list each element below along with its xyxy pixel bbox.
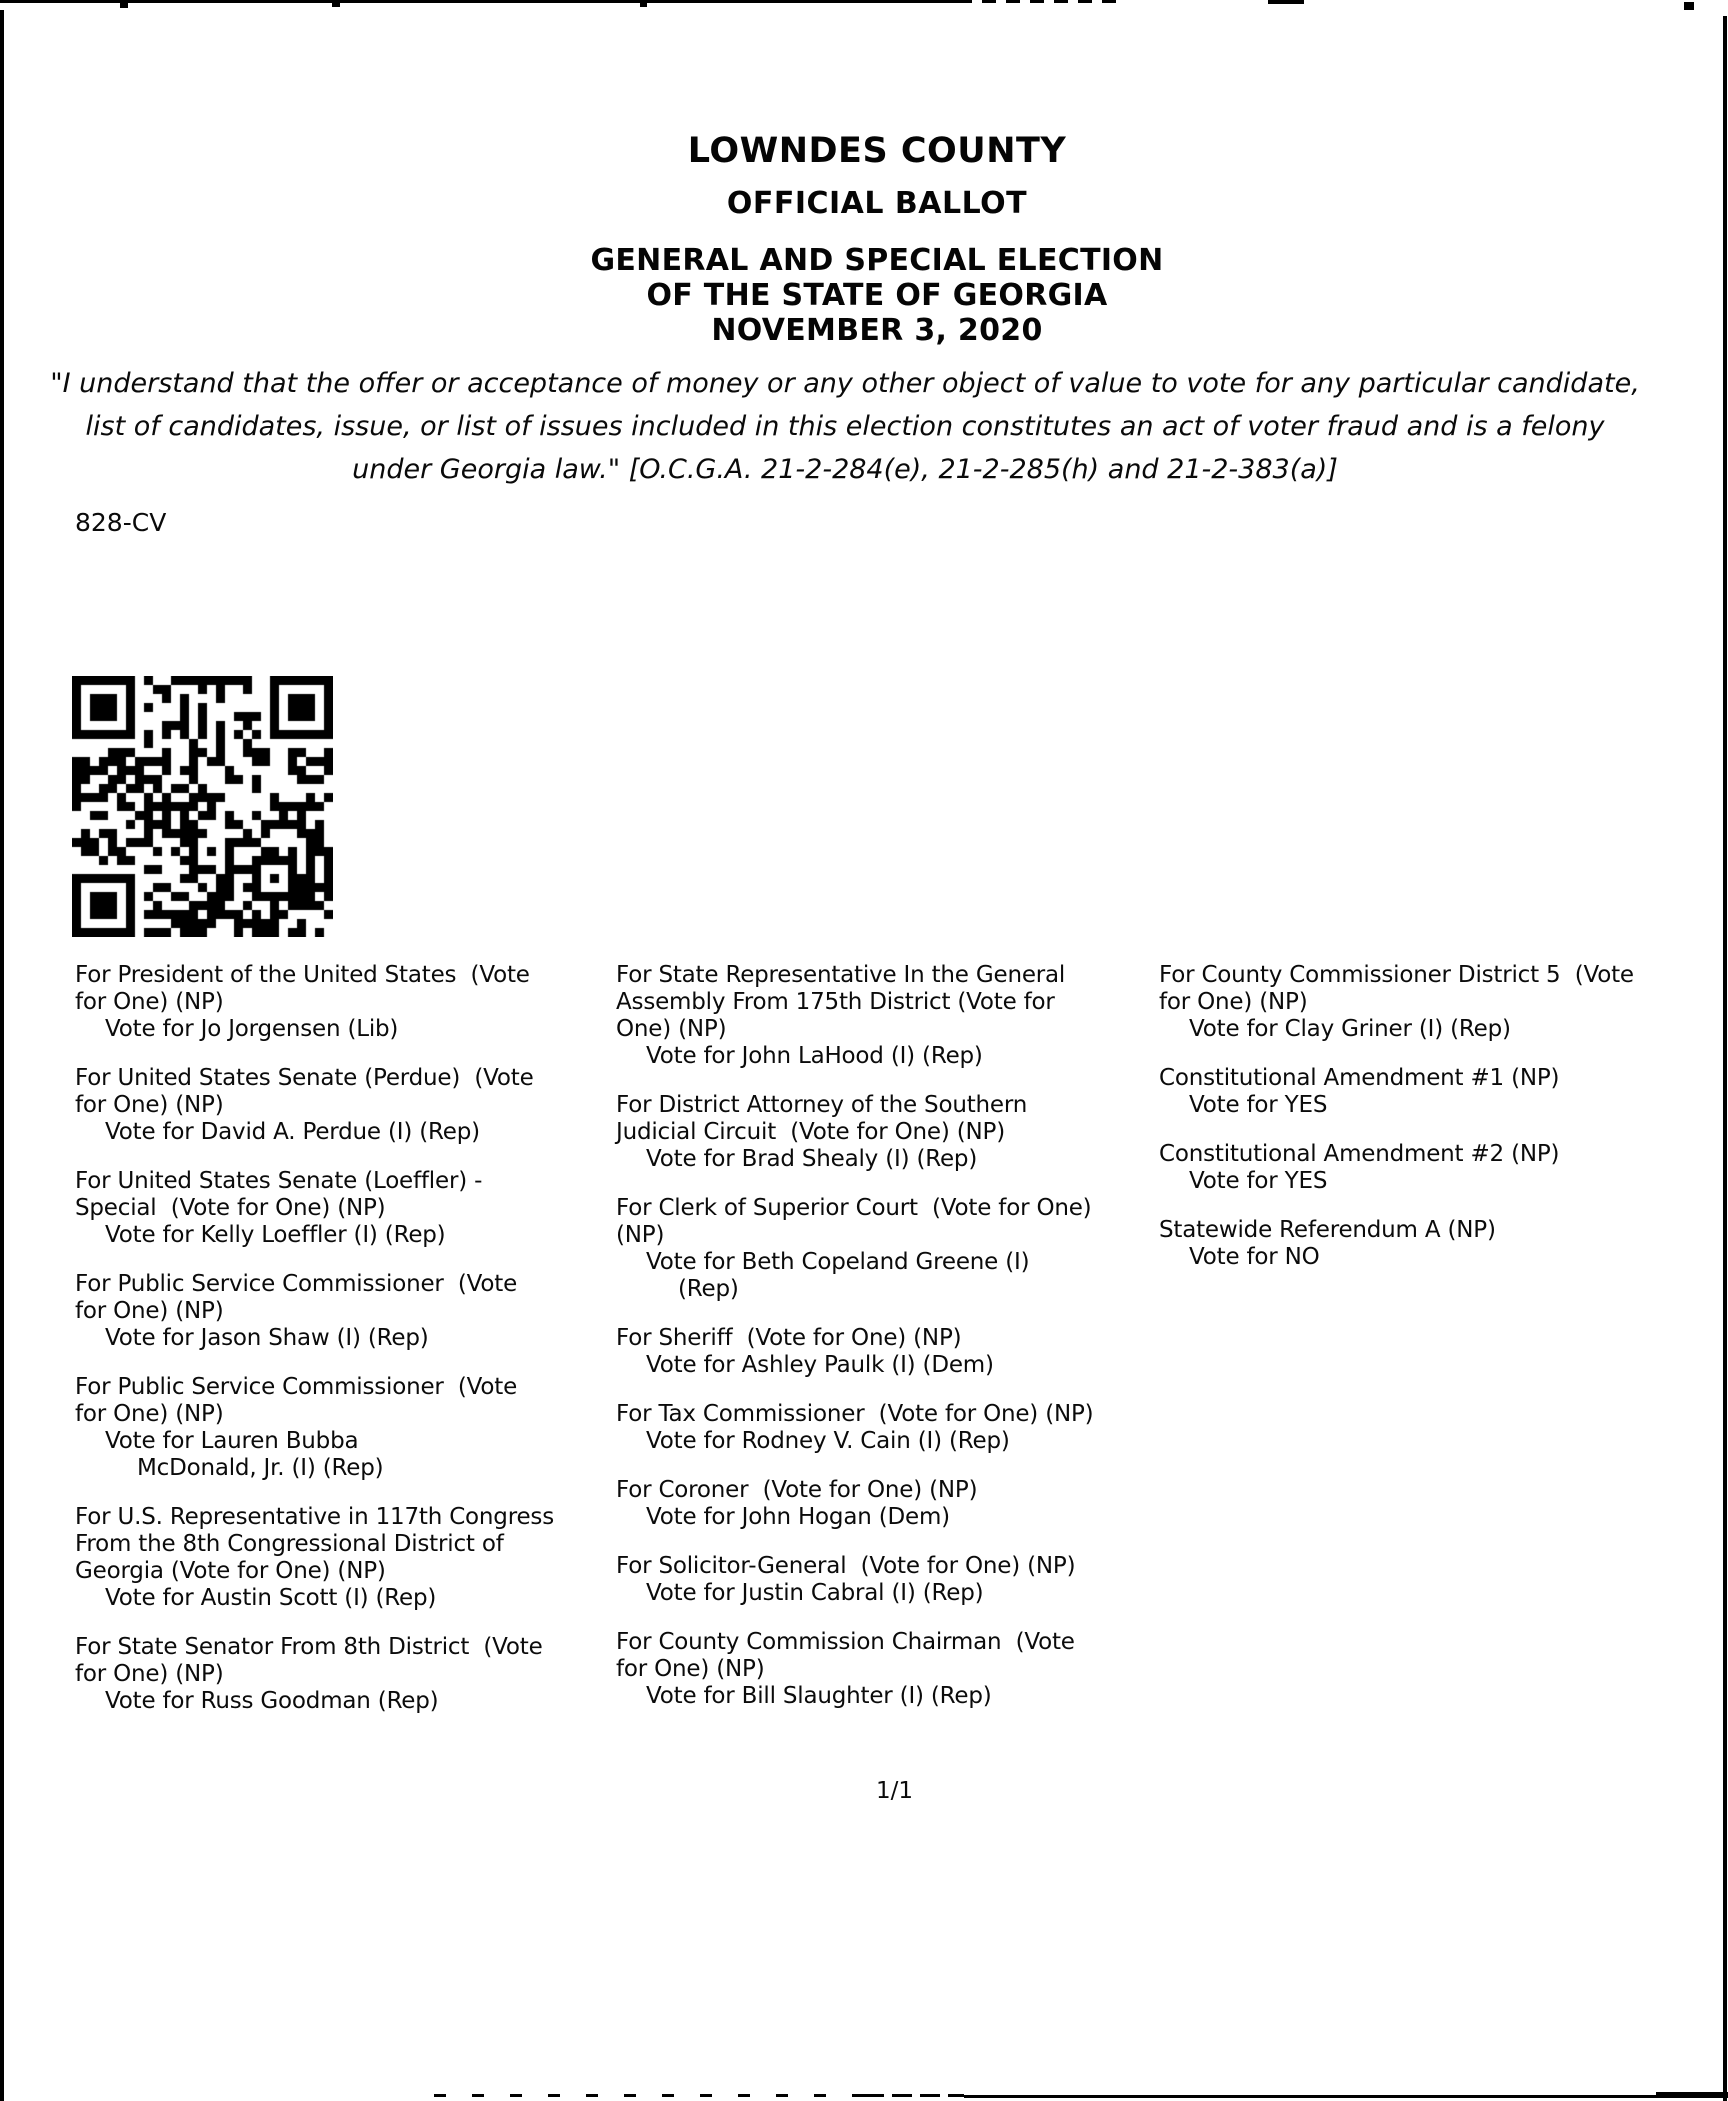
scan-artifact-top-dashes [958, 0, 1118, 3]
contest [75, 1168, 611, 1249]
contest-title-line: Assembly From 175th District (Vote for [616, 989, 1055, 1015]
contest-title-line: For State Representative In the General [616, 962, 1066, 988]
ballot-column-3 [1159, 962, 1725, 1293]
election-title-line2: OF THE STATE OF GEORGIA [646, 278, 1108, 313]
candidate-line: Vote for Justin Cabral (I) (Rep) [646, 1580, 984, 1606]
contest [75, 1504, 611, 1612]
contest [616, 1477, 1154, 1531]
contest-title-line: For Clerk of Superior Court (Vote for One) [616, 1195, 1092, 1221]
page-number: 1/1 [876, 1778, 914, 1804]
candidate-line: Vote for Bill Slaughter (I) (Rep) [646, 1683, 992, 1709]
contest [1159, 1141, 1725, 1195]
contest [1159, 1217, 1725, 1271]
disclaimer-line: "I understand that the offer or acceptance of money or any other object of value to vote for any particular candidate, [50, 368, 1640, 399]
contest-title-line: For County Commission Chairman (Vote [616, 1629, 1075, 1655]
scan-artifact-bottom-blob [1656, 2092, 1728, 2098]
contest [75, 1065, 611, 1146]
contest [1159, 962, 1725, 1043]
candidate-line: Vote for John Hogan (Dem) [646, 1504, 950, 1530]
candidate-line: Vote for YES [1189, 1168, 1328, 1194]
contest-title-line: For Sheriff (Vote for One) (NP) [616, 1325, 962, 1351]
candidate-line: Vote for Brad Shealy (I) (Rep) [646, 1146, 978, 1172]
contest [1159, 1065, 1725, 1119]
contest [616, 1092, 1154, 1173]
scan-artifact-top-line [0, 0, 958, 3]
scan-artifact-tick [640, 2, 647, 7]
scan-artifact-top-dash [1268, 0, 1304, 4]
candidate-line: Vote for John LaHood (I) (Rep) [646, 1043, 983, 1069]
contest-title-line: For District Attorney of the Southern [616, 1092, 1028, 1118]
scan-artifact-tick [120, 2, 128, 8]
contest-title-line: Constitutional Amendment #1 (NP) [1159, 1065, 1560, 1091]
ballot-style-code: 828-CV [75, 508, 167, 537]
candidate-line: (Rep) [678, 1276, 739, 1302]
scan-artifact-tick [1684, 2, 1694, 10]
contest-title-line: Judicial Circuit (Vote for One) (NP) [616, 1119, 1005, 1145]
contest-title-line: For County Commissioner District 5 (Vote [1159, 962, 1634, 988]
scan-artifact-bottom-dashes [864, 2094, 964, 2097]
contest [616, 1553, 1154, 1607]
contest [616, 1401, 1154, 1455]
contest-title-line: For President of the United States (Vote [75, 962, 530, 988]
contest-title-line: For Public Service Commissioner (Vote [75, 1271, 518, 1297]
candidate-line: Vote for NO [1189, 1244, 1320, 1270]
contest-title-line: Statewide Referendum A (NP) [1159, 1217, 1496, 1243]
scan-artifact-tick [332, 2, 340, 7]
contest-title-line: One) (NP) [616, 1016, 727, 1042]
ballot-column-1 [75, 962, 611, 1737]
contest-title-line: From the 8th Congressional District of [75, 1531, 504, 1557]
candidate-line: Vote for Kelly Loeffler (I) (Rep) [105, 1222, 446, 1248]
contest [616, 1325, 1154, 1379]
candidate-line: Vote for Clay Griner (I) (Rep) [1189, 1016, 1511, 1042]
contest-title-line: For United States Senate (Loeffler) - [75, 1168, 483, 1194]
voter-fraud-disclaimer [0, 362, 1690, 491]
contest-title-line: For Coroner (Vote for One) (NP) [616, 1477, 978, 1503]
disclaimer-line: list of candidates, issue, or list of issues included in this election constitutes an act of voter fraud and is a felony [85, 411, 1605, 442]
candidate-line: Vote for Ashley Paulk (I) (Dem) [646, 1352, 994, 1378]
contest-title-line: Constitutional Amendment #2 (NP) [1159, 1141, 1560, 1167]
contest-title-line: For United States Senate (Perdue) (Vote [75, 1065, 534, 1091]
scan-artifact-bottom-line [964, 2095, 1728, 2098]
contest-title-line: Georgia (Vote for One) (NP) [75, 1558, 386, 1584]
contest-title-line: for One) (NP) [75, 1401, 224, 1427]
contest [616, 962, 1154, 1070]
contest-title-line: for One) (NP) [75, 1092, 224, 1118]
contest [616, 1629, 1154, 1710]
contest [75, 1634, 611, 1715]
contest [75, 1374, 611, 1482]
contest [616, 1195, 1154, 1303]
candidate-line: Vote for Russ Goodman (Rep) [105, 1688, 439, 1714]
contest-title-line: For Solicitor-General (Vote for One) (NP) [616, 1553, 1076, 1579]
contest-title-line: (NP) [616, 1222, 665, 1248]
contest-title-line: Special (Vote for One) (NP) [75, 1195, 386, 1221]
candidate-line: Vote for David A. Perdue (I) (Rep) [105, 1119, 480, 1145]
scan-artifact-left-border [0, 10, 4, 2101]
election-title [26, 243, 1728, 348]
contest-title-line: for One) (NP) [75, 1298, 224, 1324]
candidate-line: Vote for Rodney V. Cain (I) (Rep) [646, 1428, 1010, 1454]
scan-artifact-bottom-dashes [434, 2094, 864, 2097]
candidate-line: Vote for Beth Copeland Greene (I) [646, 1249, 1030, 1275]
contest [75, 1271, 611, 1352]
contest [75, 962, 611, 1043]
contest-title-line: for One) (NP) [1159, 989, 1308, 1015]
disclaimer-line: under Georgia law." [O.C.G.A. 21-2-284(e), 21-2-285(h) and 21-2-383(a)] [352, 454, 1338, 485]
ballot-column-2 [616, 962, 1154, 1732]
contest-title-line: for One) (NP) [616, 1656, 765, 1682]
contest-title-line: For Public Service Commissioner (Vote [75, 1374, 518, 1400]
contest-title-line: for One) (NP) [75, 1661, 224, 1687]
ballot-type-title: OFFICIAL BALLOT [726, 186, 1028, 221]
candidate-line: Vote for Austin Scott (I) (Rep) [105, 1585, 437, 1611]
candidate-line: Vote for Jo Jorgensen (Lib) [105, 1016, 399, 1042]
election-title-line1: GENERAL AND SPECIAL ELECTION [590, 243, 1164, 278]
county-title: LOWNDES COUNTY [687, 131, 1067, 171]
candidate-line: Vote for Lauren Bubba [105, 1428, 359, 1454]
contest-title-line: For State Senator From 8th District (Vote [75, 1634, 543, 1660]
contest-title-line: for One) (NP) [75, 989, 224, 1015]
candidate-line: Vote for Jason Shaw (I) (Rep) [105, 1325, 429, 1351]
qr-code [72, 676, 333, 937]
candidate-line: McDonald, Jr. (I) (Rep) [137, 1455, 384, 1481]
contest-title-line: For Tax Commissioner (Vote for One) (NP) [616, 1401, 1094, 1427]
candidate-line: Vote for YES [1189, 1092, 1328, 1118]
election-title-line3: NOVEMBER 3, 2020 [711, 313, 1043, 348]
contest-title-line: For U.S. Representative in 117th Congress [75, 1504, 554, 1530]
